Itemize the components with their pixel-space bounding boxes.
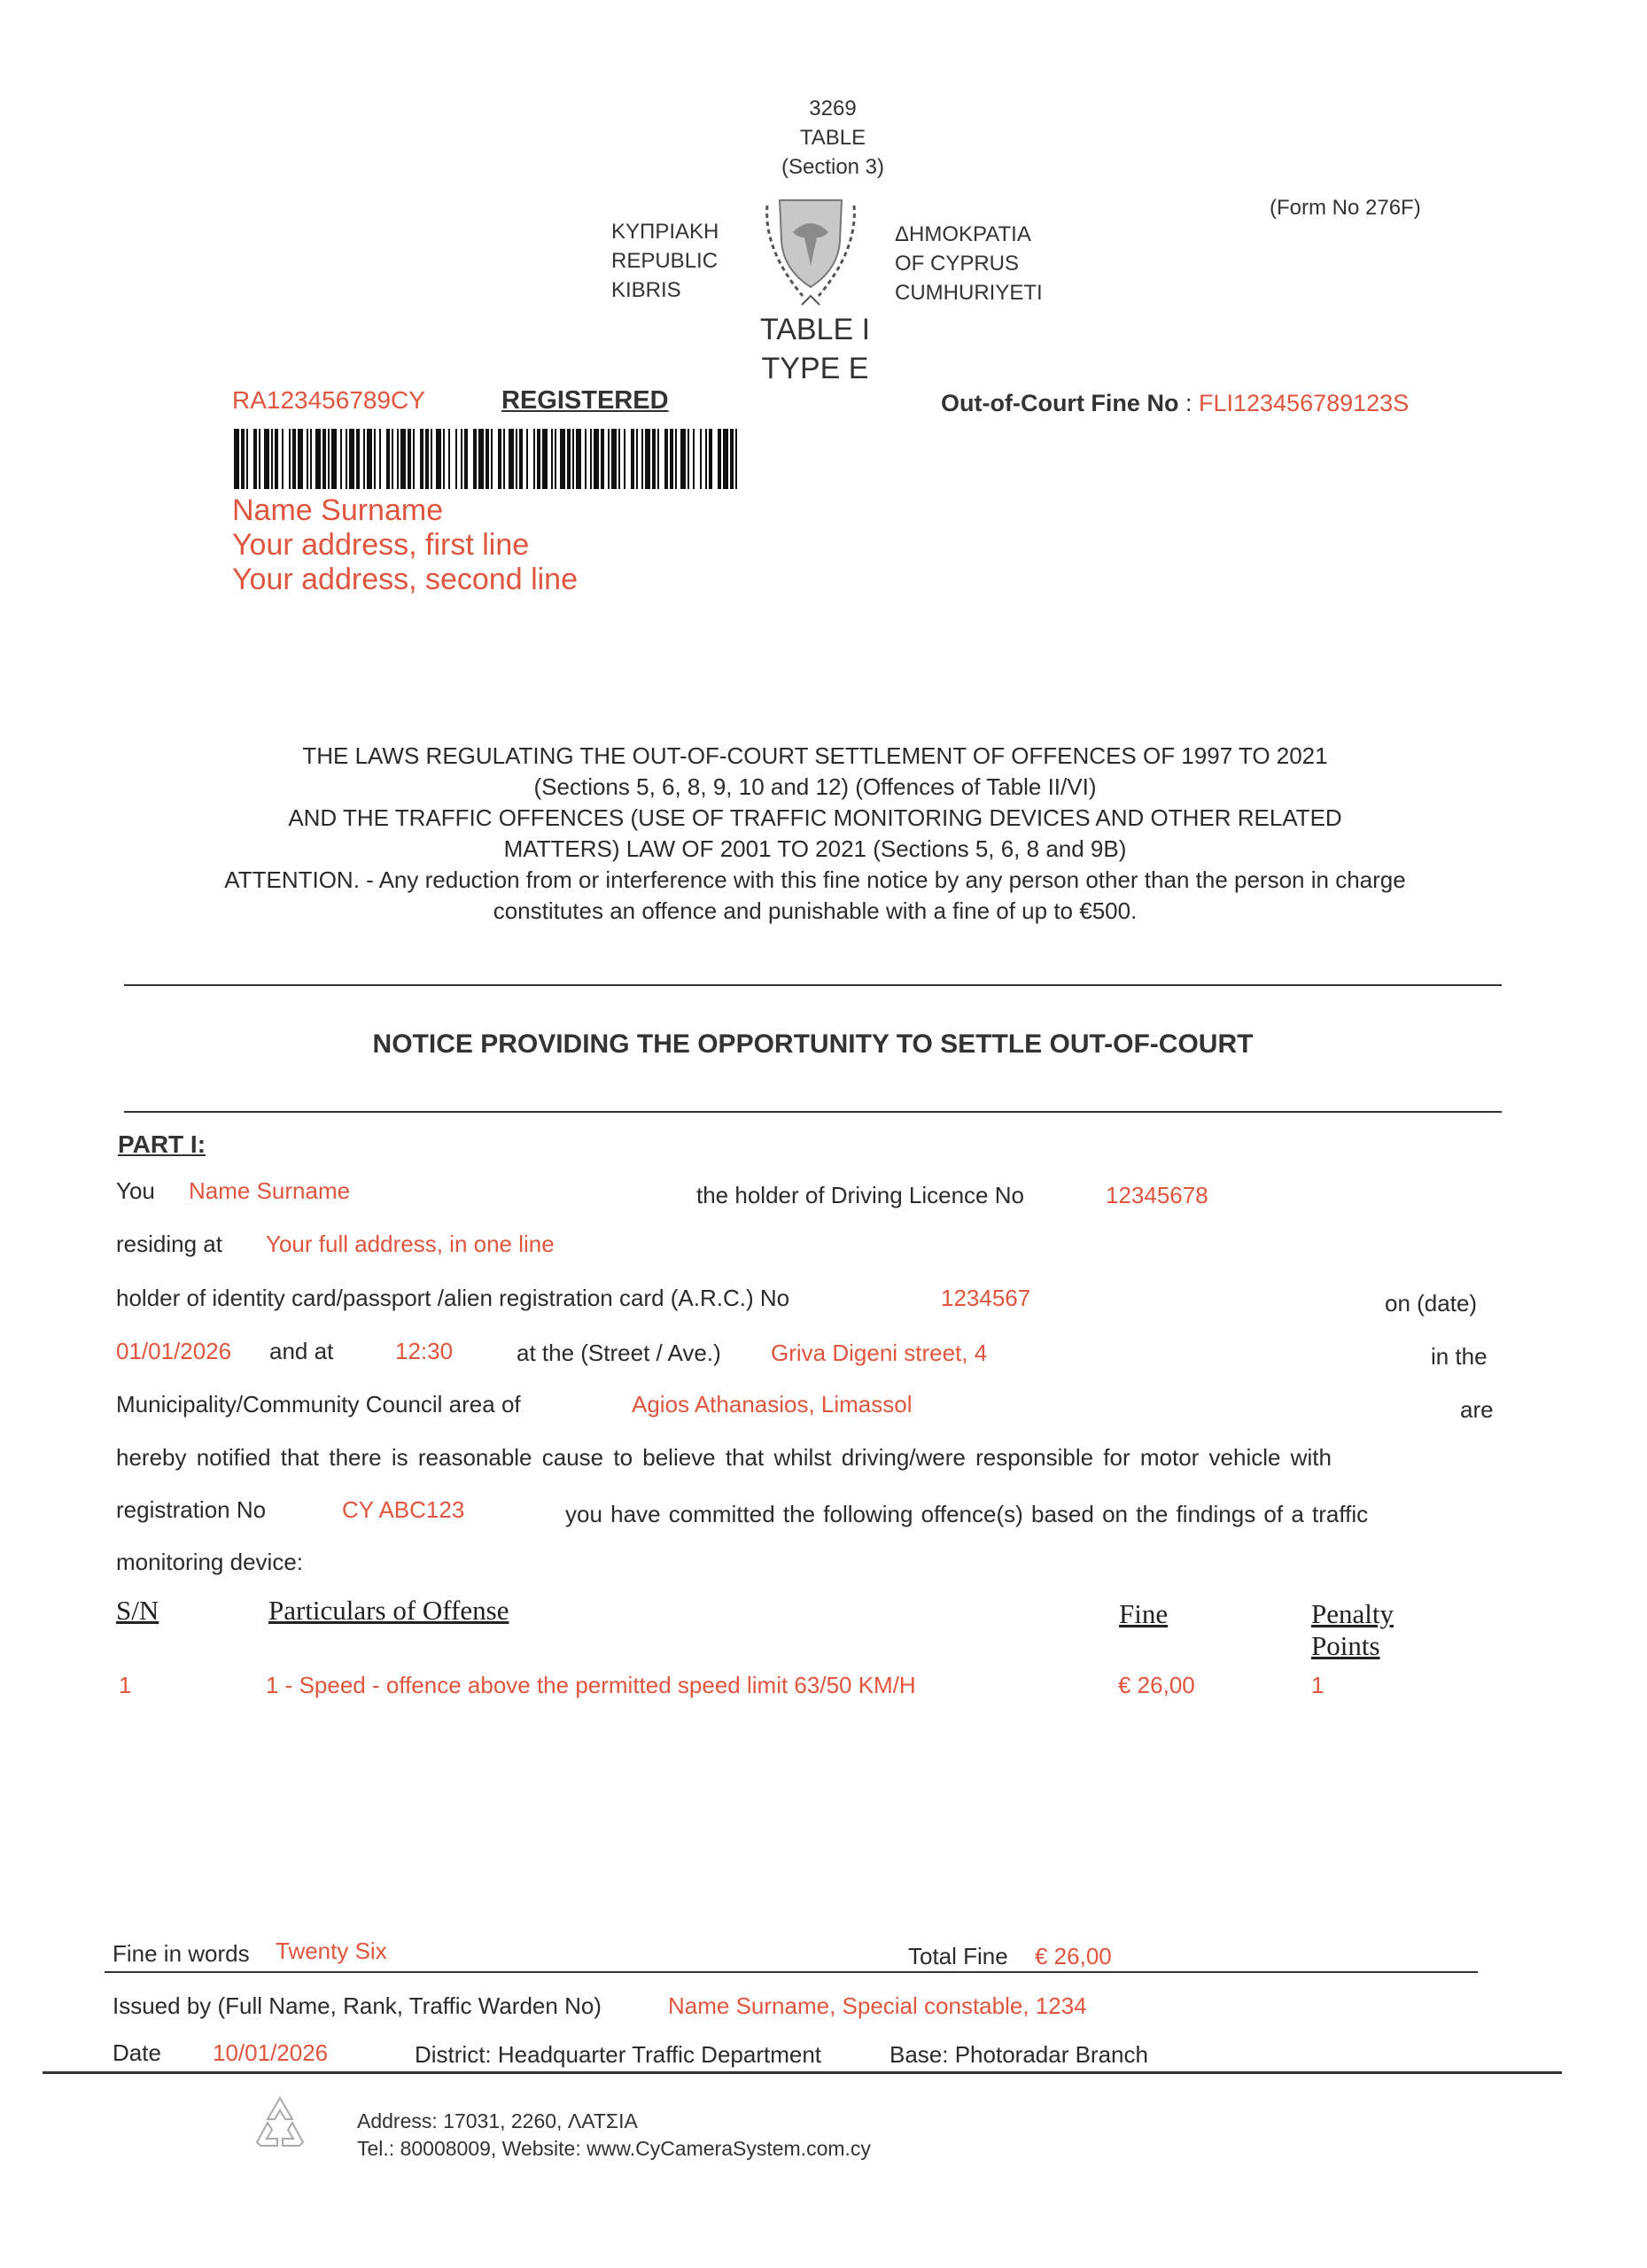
district-text: District: Headquarter Traffic Department	[415, 2041, 822, 2068]
barcode-bar	[641, 429, 643, 489]
barcode-bar	[461, 429, 462, 489]
barcode-bar	[705, 429, 707, 489]
barcode-bar	[298, 429, 303, 489]
barcode-bar	[590, 429, 592, 489]
in-the-label: in the	[1431, 1343, 1488, 1370]
barcode-bar	[551, 429, 553, 489]
registered-label: REGISTERED	[501, 386, 669, 415]
barcode-bar	[503, 429, 505, 489]
barcode-bar	[478, 429, 484, 489]
issuer-left-line-2: REPUBLIC	[611, 249, 719, 273]
total-fine-value: € 26,00	[1035, 1943, 1112, 1969]
issuer-left-line-1: ΚΥΠΡΙΑΚΗ	[611, 220, 719, 244]
barcode-bar	[624, 429, 625, 489]
barcode-bar	[241, 429, 245, 489]
full-address: Your full address, in one line	[266, 1231, 555, 1257]
barcode-bar	[464, 429, 468, 489]
barcode-bar	[576, 429, 581, 489]
offence-header-fine: Fine	[1119, 1598, 1169, 1629]
barcode-bar	[346, 429, 347, 489]
offence-header-penalty: Penalty	[1311, 1598, 1394, 1629]
barcode-bar	[322, 429, 326, 489]
barcode-bar	[636, 429, 638, 489]
issued-by-value: Name Surname, Special constable, 1234	[668, 1992, 1087, 2019]
barcode-bar	[723, 429, 728, 489]
table-word: TABLE	[799, 126, 866, 150]
barcode-bar	[601, 429, 604, 489]
fine-reference-value: FLI123456789123S	[1198, 390, 1410, 416]
barcode-bar	[693, 429, 695, 489]
barcode-bar	[264, 429, 269, 489]
offence-header-sn: S/N	[116, 1595, 159, 1626]
street-label: at the (Street / Ave.)	[517, 1340, 721, 1366]
laws-line-3: AND THE TRAFFIC OFFENCES (USE OF TRAFFIC MONITORING DEVICES AND OTHER RELATED	[288, 804, 1342, 831]
barcode-bar	[420, 429, 423, 489]
barcode-bar	[443, 429, 445, 489]
barcode-bar	[431, 429, 432, 489]
base-text: Base: Photoradar Branch	[890, 2041, 1148, 2068]
barcode-bar	[730, 429, 734, 489]
barcode-bar	[652, 429, 656, 489]
barcode-bar	[289, 429, 291, 489]
barcode-bar	[572, 429, 574, 489]
issuer-left-line-3: KIBRIS	[611, 278, 681, 302]
laws-line-2: (Sections 5, 6, 8, 9, 10 and 12) (Offences of Table II/VI)	[533, 773, 1097, 800]
barcode-bar	[537, 429, 540, 489]
barcode-bar	[386, 429, 390, 489]
you-label: You	[116, 1177, 155, 1204]
barcode-bar	[356, 429, 360, 489]
barcode-bar	[363, 429, 365, 489]
and-at-label: and at	[269, 1338, 334, 1364]
barcode-bar	[735, 429, 737, 489]
barcode-bar	[491, 429, 493, 489]
issued-by-label: Issued by (Full Name, Rank, Traffic Warden No)	[113, 1992, 602, 2019]
fine-in-words-value: Twenty Six	[276, 1938, 387, 1964]
barcode-bar	[645, 429, 650, 489]
barcode-bar	[585, 429, 587, 489]
barcode-bar	[340, 429, 342, 489]
attention-penalty-line: constitutes an offence and punishable with a fine of up to €500.	[493, 897, 1138, 924]
laws-line-1: THE LAWS REGULATING THE OUT-OF-COURT SETTLEMENT OF OFFENCES OF 1997 TO 2021	[302, 742, 1328, 769]
recipient-address-line-2: Your address, second line	[232, 563, 579, 596]
barcode-bar	[631, 429, 634, 489]
notified-text: hereby notified that there is reasonable cause to believe that whilst driving/were responsible for motor vehicle with	[116, 1444, 1332, 1471]
barcode-bar	[259, 429, 260, 489]
barcode-bar	[246, 429, 248, 489]
recipient-name: Name Surname	[232, 493, 444, 527]
barcode-bar	[608, 429, 610, 489]
device-text: monitoring device:	[116, 1549, 303, 1575]
offence-time: 12:30	[395, 1338, 454, 1364]
are-label: are	[1460, 1396, 1494, 1423]
divider-top	[124, 984, 1502, 986]
barcode-bar	[567, 429, 571, 489]
fine-reference-label: Out-of-Court Fine No	[941, 390, 1179, 416]
committed-text: you have committed the following offence(s) based on the findings of a traffic	[565, 1501, 1369, 1527]
barcode-bar	[473, 429, 477, 489]
barcode-bar	[486, 429, 489, 489]
barcode-bar	[275, 429, 278, 489]
barcode-bar	[448, 429, 450, 489]
barcode-bar	[400, 429, 406, 489]
registration-number: CY ABC123	[342, 1496, 465, 1523]
notice-title: NOTICE PROVIDING THE OPPORTUNITY TO SETTLE OUT-OF-COURT	[372, 1029, 1254, 1059]
footer-contact: Tel.: 80008009, Website: www.CyCameraSystem.com.cy	[357, 2137, 871, 2160]
total-fine-label: Total Fine	[908, 1943, 1008, 1969]
barcode-bar	[594, 429, 599, 489]
barcode-bar	[611, 429, 617, 489]
barcode-bar	[709, 429, 712, 489]
part1-heading: PART I:	[118, 1130, 206, 1158]
cyprus-coat-of-arms-icon	[753, 188, 868, 312]
offence-row-fine: € 26,00	[1118, 1672, 1195, 1698]
barcode-bar	[349, 429, 354, 489]
barcode-bar	[718, 429, 721, 489]
barcode-bar	[307, 429, 308, 489]
offence-date: 01/01/2026	[116, 1338, 232, 1364]
barcode-bar	[516, 429, 517, 489]
barcode-bar	[526, 429, 528, 489]
barcode-bar	[253, 429, 257, 489]
municipality-label: Municipality/Community Council area of	[116, 1391, 521, 1418]
barcode-bar	[408, 429, 411, 489]
barcode-bar	[680, 429, 686, 489]
barcode-bar	[555, 429, 556, 489]
barcode-bar	[533, 429, 535, 489]
barcode-bar	[675, 429, 677, 489]
id-number: 1234567	[941, 1285, 1031, 1311]
issue-date-label: Date	[113, 2039, 161, 2066]
issuer-right-line-2: OF CYPRUS	[895, 252, 1020, 276]
fine-in-words-label: Fine in words	[113, 1940, 250, 1967]
barcode-bar	[657, 429, 659, 489]
barcode-bar	[331, 429, 337, 489]
fine-reference-separator: :	[1185, 390, 1193, 416]
recycle-icon	[245, 2093, 315, 2155]
tracking-number: RA123456789CY	[232, 386, 425, 414]
offence-row-points: 1	[1311, 1672, 1325, 1698]
barcode-bar	[509, 429, 514, 489]
barcode-bar	[292, 429, 296, 489]
form-number: (Form No 276F)	[1270, 196, 1421, 220]
offence-header-points: Points	[1311, 1630, 1380, 1661]
barcode-bar	[397, 429, 399, 489]
barcode-bar	[271, 429, 273, 489]
barcode-icon	[234, 429, 739, 489]
table-i-label: TABLE I	[759, 313, 871, 346]
barcode-bar	[436, 429, 441, 489]
laws-line-4: MATTERS) LAW OF 2001 TO 2021 (Sections 5, 6, 8 and 9B)	[503, 835, 1127, 862]
barcode-bar	[498, 429, 501, 489]
offence-row-sn: 1	[119, 1672, 132, 1698]
offence-row-particulars: 1 - Speed - offence above the permitted speed limit 63/50 KM/H	[266, 1672, 916, 1698]
divider-bottom	[124, 1111, 1502, 1113]
barcode-bar	[374, 429, 376, 489]
issue-date-value: 10/01/2026	[213, 2039, 329, 2066]
type-e-label: TYPE E	[761, 352, 869, 385]
residing-label: residing at	[116, 1231, 222, 1257]
barcode-bar	[310, 429, 312, 489]
footer-address: Address: 17031, 2260, ΛΑΤΣΙΑ	[357, 2109, 638, 2132]
offence-header-particulars: Particulars of Offense	[268, 1595, 509, 1626]
on-date-label: on (date)	[1385, 1290, 1478, 1317]
offence-street: Griva Digeni street, 4	[771, 1340, 988, 1366]
licence-label: the holder of Driving Licence No	[696, 1182, 1024, 1208]
issuer-right-line-3: CUMHURIYETI	[895, 281, 1043, 305]
footer-divider	[43, 2071, 1562, 2074]
barcode-bar	[234, 429, 239, 489]
barcode-bar	[425, 429, 429, 489]
fine-reference	[941, 390, 1409, 417]
barcode-bar	[664, 429, 668, 489]
barcode-bar	[700, 429, 702, 489]
barcode-bar	[328, 429, 330, 489]
recipient-address-line-1: Your address, first line	[232, 528, 530, 562]
licence-number: 12345678	[1106, 1182, 1208, 1208]
section-ref: (Section 3)	[781, 155, 885, 179]
barcode-bar	[542, 429, 548, 489]
barcode-bar	[688, 429, 689, 489]
offender-name: Name Surname	[189, 1177, 351, 1204]
id-label: holder of identity card/passport /alien registration card (A.R.C.) No	[116, 1285, 790, 1311]
table-number: 3269	[809, 97, 857, 120]
barcode-bar	[379, 429, 381, 489]
barcode-bar	[392, 429, 393, 489]
totals-underline	[105, 1971, 1478, 1973]
barcode-bar	[367, 429, 372, 489]
barcode-bar	[560, 429, 565, 489]
issuer-right-line-1: ΔΗΜΟΚΡΑΤΙΑ	[895, 222, 1031, 246]
barcode-bar	[282, 429, 284, 489]
registration-label: registration No	[116, 1496, 267, 1523]
barcode-bar	[618, 429, 620, 489]
barcode-bar	[413, 429, 415, 489]
barcode-bar	[455, 429, 457, 489]
barcode-bar	[315, 429, 321, 489]
municipality-value: Agios Athanasios, Limassol	[632, 1391, 913, 1418]
barcode-bar	[670, 429, 673, 489]
attention-line: ATTENTION. - Any reduction from or interference with this fine notice by any person other than the person in charge	[224, 866, 1406, 893]
barcode-bar	[519, 429, 523, 489]
